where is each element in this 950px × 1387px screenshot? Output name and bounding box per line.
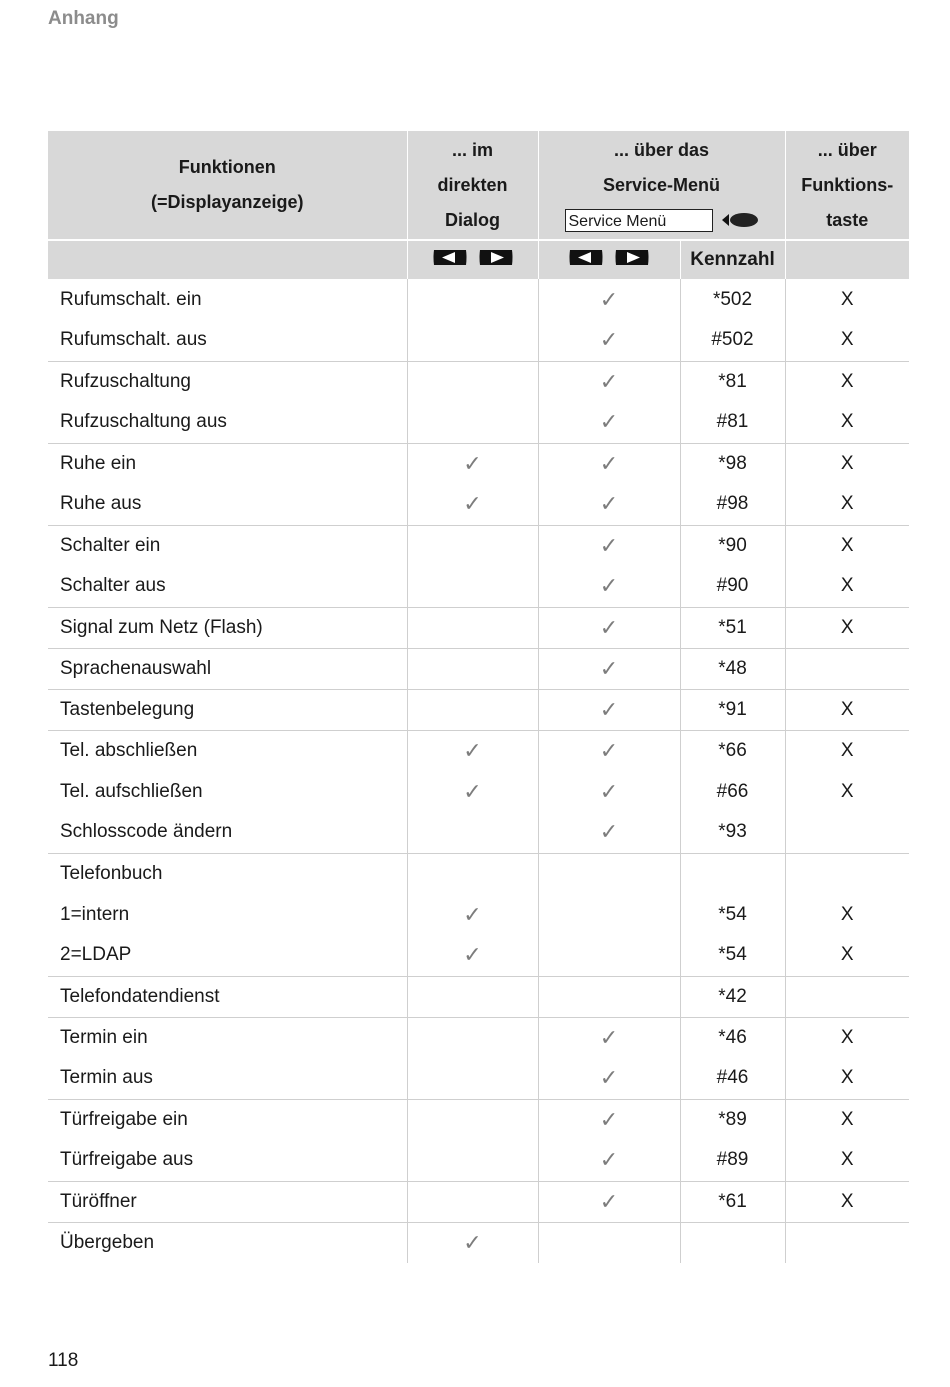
service-menu-display	[539, 203, 785, 238]
service-menu-cell: ✓	[538, 1181, 680, 1222]
service-menu-cell: ✓	[538, 279, 680, 320]
table-row	[48, 1017, 909, 1058]
function-name-cell: Signal zum Netz (Flash)	[60, 616, 263, 638]
header-service-menu	[538, 131, 785, 240]
direct-dialog-cell: ✓	[407, 894, 538, 935]
table-row	[48, 361, 909, 402]
service-menu-cell: ✓	[538, 361, 680, 402]
table-row	[48, 525, 909, 566]
header-key-line1: ... über	[817, 139, 877, 160]
function-key-cell: X	[785, 402, 909, 443]
subheader-service-arrows	[538, 240, 680, 279]
function-key-cell: X	[785, 279, 909, 320]
function-key-cell: X	[785, 1017, 909, 1058]
code-cell: *90	[680, 525, 785, 566]
table-row	[48, 1181, 909, 1222]
table-row	[48, 648, 909, 689]
oval-service-key-icon	[719, 210, 759, 230]
service-menu-cell	[538, 1222, 680, 1263]
function-key-cell	[785, 648, 909, 689]
function-key-cell	[785, 853, 909, 894]
function-key-cell	[785, 812, 909, 853]
function-name-cell: Türfreigabe aus	[60, 1149, 194, 1171]
function-name-cell: Rufumschalt. aus	[60, 329, 207, 351]
header-key-line2: Funktions-	[801, 174, 894, 195]
direct-dialog-cell: ✓	[407, 1222, 538, 1263]
service-menu-cell: ✓	[538, 771, 680, 812]
function-name-cell: Ruhe aus	[60, 493, 142, 515]
header-service-line2: Service-Menü	[602, 174, 721, 195]
header-key-line3: taste	[826, 209, 869, 230]
code-cell: *48	[680, 648, 785, 689]
direct-dialog-cell: ✓	[407, 771, 538, 812]
subheader-empty	[48, 240, 407, 279]
code-cell: *51	[680, 607, 785, 648]
function-name-cell: Schlosscode ändern	[60, 821, 233, 843]
direct-dialog-cell	[407, 320, 538, 361]
left-arrow-key-icon	[431, 248, 469, 267]
table-row	[48, 402, 909, 443]
direct-dialog-cell	[407, 361, 538, 402]
function-key-cell: X	[785, 607, 909, 648]
function-key-cell: X	[785, 935, 909, 976]
subheader-direct-arrows	[407, 240, 538, 279]
code-cell: *93	[680, 812, 785, 853]
functions-table	[48, 131, 909, 1263]
header-direct-line1: ... im	[451, 139, 493, 160]
service-menu-cell	[538, 853, 680, 894]
function-key-cell: X	[785, 1099, 909, 1140]
code-cell: *89	[680, 1099, 785, 1140]
function-key-cell: X	[785, 689, 909, 730]
table-row	[48, 1222, 909, 1263]
service-menu-cell: ✓	[538, 648, 680, 689]
direct-dialog-cell	[407, 1058, 538, 1099]
direct-dialog-cell: ✓	[407, 730, 538, 771]
service-menu-cell: ✓	[538, 1140, 680, 1181]
direct-dialog-cell	[407, 1017, 538, 1058]
table-row	[48, 935, 909, 976]
direct-dialog-cell	[407, 1099, 538, 1140]
code-cell: *98	[680, 443, 785, 484]
left-arrow-key-icon	[567, 248, 605, 267]
function-name-cell: 2=LDAP	[60, 944, 132, 966]
header-function-key	[785, 131, 909, 240]
table-row	[48, 279, 909, 320]
header-code: Kennzahl	[680, 240, 785, 279]
code-cell: #89	[680, 1140, 785, 1181]
function-key-cell: X	[785, 443, 909, 484]
function-key-cell: X	[785, 771, 909, 812]
direct-dialog-cell	[407, 853, 538, 894]
table-row	[48, 1099, 909, 1140]
function-name-cell: Türöffner	[60, 1190, 137, 1212]
direct-dialog-cell	[407, 812, 538, 853]
table-row	[48, 1140, 909, 1181]
function-name-cell: Rufzuschaltung	[60, 370, 191, 392]
service-menu-cell: ✓	[538, 525, 680, 566]
page-number: 118	[48, 1350, 79, 1371]
service-menu-box: Service Menü	[565, 209, 713, 232]
code-cell: #81	[680, 402, 785, 443]
function-name-cell: Tel. aufschließen	[60, 780, 203, 802]
function-key-cell: X	[785, 894, 909, 935]
function-key-cell: X	[785, 566, 909, 607]
function-name-cell: Tastenbelegung	[60, 698, 195, 720]
direct-dialog-cell: ✓	[407, 443, 538, 484]
service-menu-cell: ✓	[538, 484, 680, 525]
table-row	[48, 566, 909, 607]
table-row	[48, 443, 909, 484]
table-row	[48, 976, 909, 1017]
code-cell: *66	[680, 730, 785, 771]
service-menu-cell: ✓	[538, 402, 680, 443]
direct-dialog-cell	[407, 689, 538, 730]
function-name-cell: Tel. abschließen	[60, 739, 198, 761]
service-menu-cell	[538, 976, 680, 1017]
header-service-line1: ... über das	[613, 139, 710, 160]
code-cell: *54	[680, 894, 785, 935]
code-cell: *42	[680, 976, 785, 1017]
direct-dialog-cell	[407, 976, 538, 1017]
direct-dialog-cell	[407, 607, 538, 648]
service-menu-cell: ✓	[538, 443, 680, 484]
code-cell	[680, 1222, 785, 1263]
table-row	[48, 730, 909, 771]
service-menu-cell	[538, 894, 680, 935]
right-arrow-key-icon	[613, 248, 651, 267]
function-name-cell: Schalter aus	[60, 575, 166, 597]
service-menu-cell	[538, 935, 680, 976]
function-key-cell: X	[785, 361, 909, 402]
function-name-cell: 1=intern	[60, 903, 130, 925]
table-row	[48, 853, 909, 894]
service-menu-cell: ✓	[538, 566, 680, 607]
table-row	[48, 894, 909, 935]
table-row	[48, 484, 909, 525]
function-name-cell: Übergeben	[60, 1231, 155, 1253]
header-direct-dialog	[407, 131, 538, 240]
function-key-cell: X	[785, 484, 909, 525]
function-name-cell: Türfreigabe ein	[60, 1108, 188, 1130]
function-name-cell: Rufumschalt. ein	[60, 288, 202, 310]
direct-dialog-cell	[407, 402, 538, 443]
function-key-cell	[785, 1222, 909, 1263]
direct-dialog-cell: ✓	[407, 484, 538, 525]
service-menu-cell: ✓	[538, 607, 680, 648]
code-cell: #46	[680, 1058, 785, 1099]
table-row	[48, 812, 909, 853]
table-row	[48, 771, 909, 812]
right-arrow-key-icon	[477, 248, 515, 267]
header-direct-line3: Dialog	[444, 209, 500, 230]
table-header	[48, 131, 909, 279]
function-name-cell: Sprachenauswahl	[60, 657, 212, 679]
direct-dialog-cell	[407, 648, 538, 689]
function-key-cell: X	[785, 730, 909, 771]
direct-dialog-cell	[407, 1181, 538, 1222]
table-row	[48, 607, 909, 648]
code-cell: #98	[680, 484, 785, 525]
code-cell: *81	[680, 361, 785, 402]
code-cell: *54	[680, 935, 785, 976]
table-row	[48, 1058, 909, 1099]
code-cell: *46	[680, 1017, 785, 1058]
service-menu-cell: ✓	[538, 1099, 680, 1140]
direct-dialog-cell	[407, 1140, 538, 1181]
function-name-cell: Termin ein	[60, 1026, 148, 1048]
function-key-cell: X	[785, 525, 909, 566]
function-name-cell: Telefondatendienst	[60, 985, 220, 1007]
code-cell: #66	[680, 771, 785, 812]
header-functions-line2: (=Displayanzeige)	[150, 192, 304, 212]
function-key-cell: X	[785, 1058, 909, 1099]
function-name-cell: Termin aus	[60, 1067, 153, 1089]
direct-dialog-cell	[407, 279, 538, 320]
function-name-cell: Rufzuschaltung aus	[60, 411, 227, 433]
function-key-cell: X	[785, 1140, 909, 1181]
function-name-cell: Ruhe ein	[60, 452, 137, 474]
code-cell: *61	[680, 1181, 785, 1222]
service-menu-cell: ✓	[538, 689, 680, 730]
service-menu-cell: ✓	[538, 730, 680, 771]
function-key-cell	[785, 976, 909, 1017]
code-cell: *91	[680, 689, 785, 730]
table-row	[48, 689, 909, 730]
direct-dialog-cell	[407, 525, 538, 566]
table-row	[48, 320, 909, 361]
header-direct-line2: direkten	[437, 174, 508, 195]
service-menu-cell: ✓	[538, 812, 680, 853]
code-cell: *502	[680, 279, 785, 320]
header-functions-line1: Funktionen	[178, 157, 276, 177]
code-cell	[680, 853, 785, 894]
service-menu-cell: ✓	[538, 320, 680, 361]
table-body	[48, 279, 909, 1263]
function-key-cell: X	[785, 1181, 909, 1222]
service-menu-cell: ✓	[538, 1017, 680, 1058]
running-header: Anhang	[48, 8, 119, 29]
code-cell: #502	[680, 320, 785, 361]
function-name-cell: Telefonbuch	[60, 862, 163, 884]
function-name-cell: Schalter ein	[60, 534, 161, 556]
direct-dialog-cell	[407, 566, 538, 607]
direct-dialog-cell: ✓	[407, 935, 538, 976]
function-key-cell: X	[785, 320, 909, 361]
code-cell: #90	[680, 566, 785, 607]
subheader-empty-key	[785, 240, 909, 279]
header-functions	[48, 131, 407, 240]
service-menu-cell: ✓	[538, 1058, 680, 1099]
